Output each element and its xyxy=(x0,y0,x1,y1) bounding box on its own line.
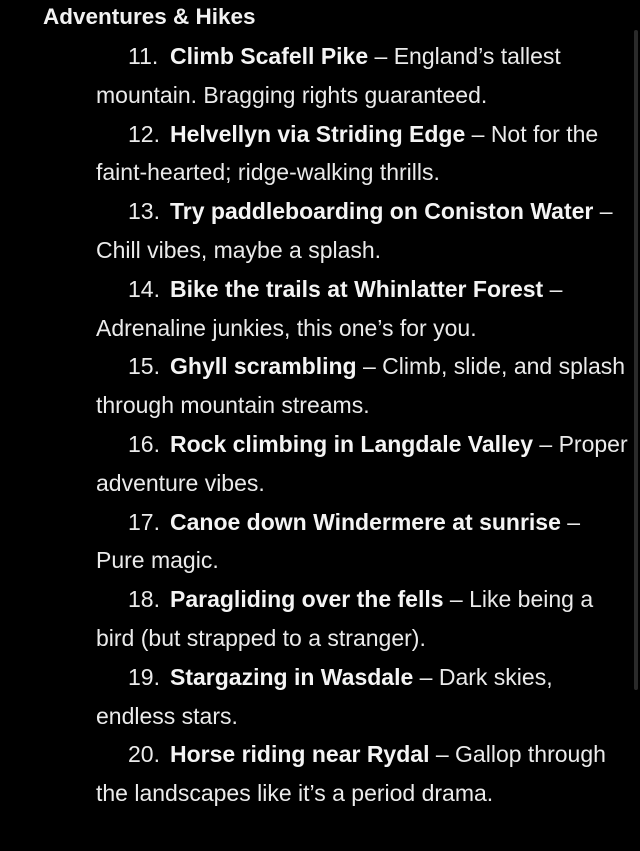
item-description: – Dark skies, endless stars. xyxy=(96,663,553,729)
item-number: 11. xyxy=(128,43,159,69)
item-description: – Like being a bird (but strapped to a stranger). xyxy=(96,586,594,651)
item-description: – Chill vibes, maybe a splash. xyxy=(96,198,613,263)
item-number: 15. xyxy=(128,353,160,380)
list-item xyxy=(96,270,628,348)
list-item xyxy=(96,37,628,115)
item-description: – Gallop through the landscapes like it’s a period drama. xyxy=(96,741,606,807)
list-item xyxy=(96,580,628,658)
item-title: Canoe down Windermere at sunrise xyxy=(170,508,561,535)
item-description: – Adrenaline junkies, this one’s for you. xyxy=(96,275,563,341)
list-item xyxy=(96,347,628,425)
item-title: Paragliding over the fells xyxy=(170,586,444,613)
list-item xyxy=(96,425,628,503)
item-number: 13. xyxy=(128,198,160,225)
list-item xyxy=(96,658,628,736)
item-number: 18. xyxy=(128,586,160,613)
list-item xyxy=(96,192,628,270)
item-title: Horse riding near Rydal xyxy=(170,741,430,768)
item-title: Rock climbing in Langdale Valley xyxy=(170,430,533,457)
scrollbar[interactable] xyxy=(634,30,638,690)
list-item xyxy=(96,735,628,813)
item-description: – England’s tallest mountain. Bragging rights guaranteed. xyxy=(96,43,561,108)
item-title: Helvellyn via Striding Edge xyxy=(170,120,466,147)
item-title: Bike the trails at Whinlatter Forest xyxy=(170,275,544,302)
item-title: Climb Scafell Pike xyxy=(170,43,369,69)
item-title: Stargazing in Wasdale xyxy=(170,663,414,690)
item-number: 20. xyxy=(128,741,160,768)
item-number: 17. xyxy=(128,508,160,535)
item-number: 14. xyxy=(128,275,160,302)
item-description: – Proper adventure vibes. xyxy=(96,430,628,496)
item-description: – Not for the faint-hearted; ridge-walking thrills. xyxy=(96,120,599,186)
item-description: – Climb, slide, and splash through mountain streams. xyxy=(96,353,626,419)
adventure-list xyxy=(96,37,628,813)
item-number: 19. xyxy=(128,663,160,690)
section-heading: Adventures & Hikes xyxy=(43,4,256,29)
item-number: 12. xyxy=(128,120,160,147)
item-number: 16. xyxy=(128,430,160,457)
list-item xyxy=(96,115,628,193)
list-item xyxy=(96,503,628,581)
item-title: Try paddleboarding on Coniston Water xyxy=(170,198,594,225)
item-title: Ghyll scrambling xyxy=(170,353,357,380)
item-description: – Pure magic. xyxy=(96,508,581,574)
